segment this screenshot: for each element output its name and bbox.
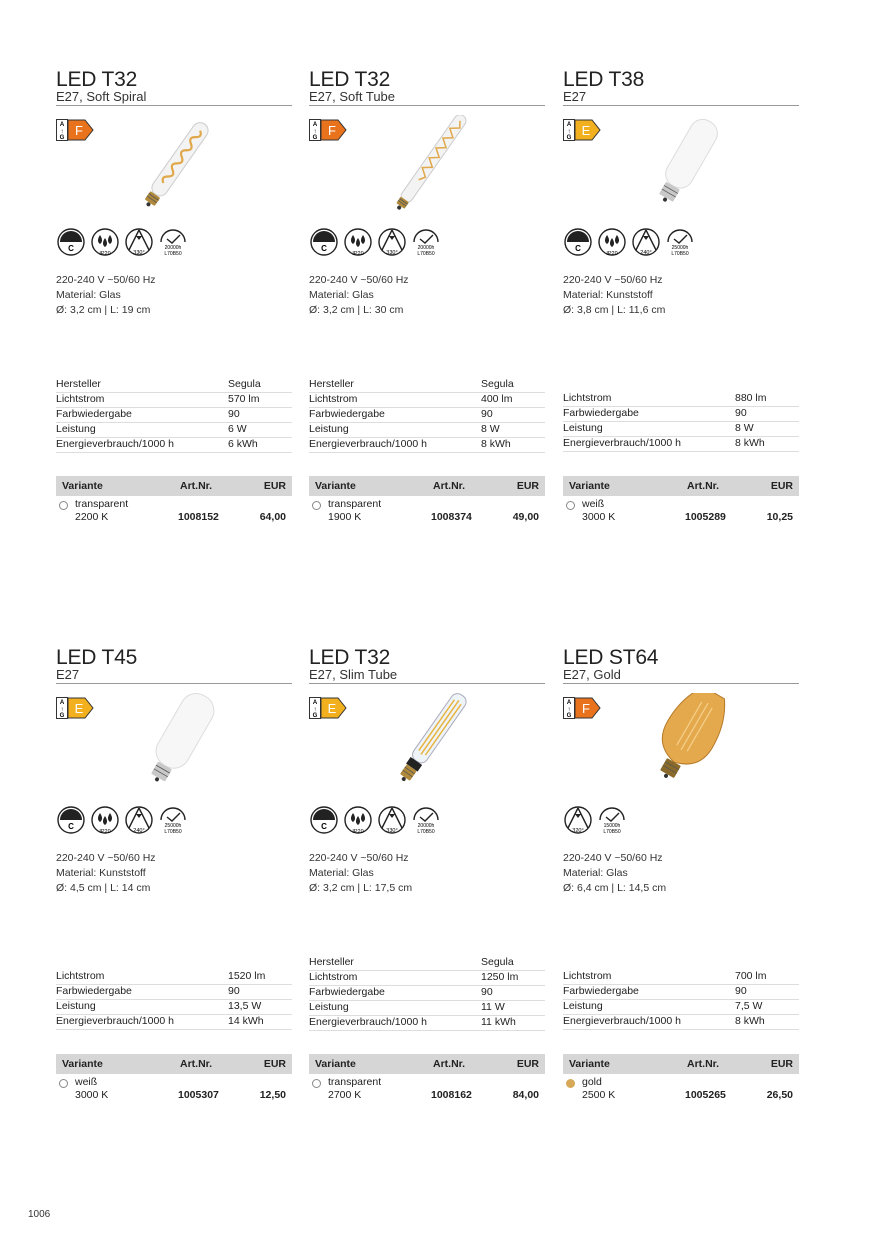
variant-color: gold: [582, 1076, 602, 1088]
svg-text:G: G: [566, 713, 572, 719]
header-variante: Variante: [315, 1058, 356, 1070]
product-card: [563, 68, 799, 523]
property-name: Leistung: [309, 423, 349, 435]
property-row: [563, 407, 799, 422]
property-name: Leistung: [563, 422, 603, 434]
property-value: 11 kWh: [481, 1016, 516, 1028]
property-name: Hersteller: [309, 956, 354, 968]
spec-line: Material: Glas: [56, 289, 121, 301]
product-subtitle: E27, Gold: [563, 668, 799, 684]
property-value: 90: [228, 985, 240, 997]
property-name: Farbwiedergabe: [309, 408, 385, 420]
price: 49,00: [512, 511, 539, 523]
property-row: [309, 393, 545, 408]
properties-table: [56, 378, 292, 453]
product-title: LED T32: [309, 68, 391, 91]
lifetime-icon: [158, 805, 188, 837]
property-value: 90: [481, 408, 493, 420]
header-variante: Variante: [62, 480, 103, 492]
variant-radio[interactable]: [566, 1079, 575, 1088]
variant-table-header: [56, 1054, 292, 1074]
property-row: [563, 437, 799, 452]
properties-table: [563, 392, 799, 452]
header-variante: Variante: [62, 1058, 103, 1070]
variant-name: [328, 498, 381, 524]
spec-line: Material: Kunststoff: [563, 289, 653, 301]
svg-text:L70B50: L70B50: [417, 251, 435, 257]
property-row: [56, 1015, 292, 1030]
feature-icons: [56, 227, 188, 259]
svg-text:L70B50: L70B50: [603, 829, 621, 835]
beam-angle-icon: [631, 227, 661, 259]
spec-line: 220-240 V ~50/60 Hz: [563, 852, 663, 864]
property-name: Lichtstrom: [56, 393, 105, 405]
article-number: 1005265: [685, 1089, 726, 1101]
variant-row[interactable]: [563, 1074, 799, 1104]
variant-table: [563, 476, 799, 526]
header-variante: Variante: [315, 480, 356, 492]
variant-table: [563, 1054, 799, 1104]
svg-text:A: A: [59, 122, 65, 128]
variant-table: [56, 476, 292, 526]
property-value: 400 lm: [481, 393, 513, 405]
spec-line: 220-240 V ~50/60 Hz: [563, 274, 663, 286]
product-subtitle: E27: [56, 668, 292, 684]
property-value: 90: [228, 408, 240, 420]
article-number: 1005289: [685, 511, 726, 523]
property-row: [56, 970, 292, 985]
property-value: 90: [735, 985, 747, 997]
product-title: LED T32: [56, 68, 138, 91]
price: 10,25: [766, 511, 793, 523]
property-row: [309, 423, 545, 438]
header-eur: EUR: [770, 1058, 793, 1070]
header-eur: EUR: [263, 1058, 286, 1070]
beam-angle-icon: [563, 805, 593, 837]
price: 26,50: [766, 1089, 793, 1101]
property-name: Leistung: [563, 1000, 603, 1012]
spec-list: [56, 273, 156, 318]
price: 64,00: [259, 511, 286, 523]
svg-text:↑: ↑: [313, 707, 317, 713]
header-eur: EUR: [770, 480, 793, 492]
property-value: Segula: [481, 956, 514, 968]
spec-line: Material: Glas: [309, 289, 374, 301]
spec-list: [563, 851, 666, 896]
property-name: Farbwiedergabe: [56, 408, 132, 420]
properties-table: [563, 970, 799, 1030]
variant-temperature: 1900 K: [328, 511, 362, 523]
property-row: [563, 985, 799, 1000]
property-row: [563, 970, 799, 985]
beam-angle-icon: [124, 227, 154, 259]
property-row: [563, 1000, 799, 1015]
variant-row[interactable]: [56, 496, 292, 526]
bulb-image: [116, 115, 236, 215]
bulb-image: [623, 115, 743, 215]
property-value: 8 kWh: [735, 1015, 765, 1027]
feature-icons: [309, 805, 441, 837]
product-card: [309, 646, 545, 1101]
property-row: [563, 422, 799, 437]
header-variante: Variante: [569, 1058, 610, 1070]
svg-text:↑: ↑: [60, 129, 64, 135]
variant-temperature: 3000 K: [75, 1089, 109, 1101]
spec-line: 220-240 V ~50/60 Hz: [309, 852, 409, 864]
variant-name: [75, 498, 128, 524]
property-name: Farbwiedergabe: [563, 985, 639, 997]
svg-text:G: G: [59, 135, 65, 141]
svg-text:C: C: [68, 244, 74, 253]
bulb-image: [116, 693, 236, 793]
header-artnr: Art.Nr.: [687, 1058, 720, 1070]
properties-table: [56, 970, 292, 1030]
variant-temperature: 2200 K: [75, 511, 109, 523]
property-value: 6 W: [228, 423, 247, 435]
variant-color: weiß: [582, 498, 605, 510]
property-name: Lichtstrom: [563, 970, 612, 982]
svg-text:A: A: [59, 700, 65, 706]
property-value: 1520 lm: [228, 970, 266, 982]
svg-text:240°: 240°: [133, 828, 145, 834]
feature-icons: [309, 227, 441, 259]
property-name: Farbwiedergabe: [56, 985, 132, 997]
variant-color: transparent: [328, 1076, 382, 1088]
property-name: Energieverbrauch/1000 h: [563, 1015, 681, 1027]
property-value: 6 kWh: [228, 438, 258, 450]
svg-text:E: E: [74, 701, 84, 716]
property-name: Energieverbrauch/1000 h: [309, 1016, 427, 1028]
variant-radio[interactable]: [312, 501, 321, 510]
svg-text:20000h: 20000h: [417, 823, 435, 829]
spec-list: [563, 273, 665, 318]
property-name: Lichtstrom: [309, 393, 358, 405]
properties-table: [309, 956, 545, 1031]
svg-text:E: E: [581, 123, 591, 138]
svg-text:↑: ↑: [313, 129, 317, 135]
property-row: [309, 408, 545, 423]
product-title: LED T45: [56, 646, 138, 669]
property-row: [563, 1015, 799, 1030]
product-title: LED T38: [563, 68, 645, 91]
svg-text:IP20: IP20: [352, 829, 364, 835]
variant-color: transparent: [75, 498, 129, 510]
dimmable-icon: [309, 227, 339, 259]
svg-text:F: F: [328, 123, 336, 138]
variant-radio[interactable]: [59, 501, 68, 510]
property-name: Energieverbrauch/1000 h: [56, 1015, 174, 1027]
product-card: [309, 68, 545, 523]
spec-line: Ø: 6,4 cm | L: 14,5 cm: [563, 882, 667, 894]
svg-text:A: A: [312, 700, 318, 706]
spec-line: Ø: 4,5 cm | L: 14 cm: [56, 882, 151, 894]
property-row: [309, 378, 545, 393]
variant-radio[interactable]: [312, 1079, 321, 1088]
product-subtitle: E27: [563, 90, 799, 106]
dimmable-icon: [56, 805, 86, 837]
svg-text:IP20: IP20: [352, 251, 364, 257]
svg-text:G: G: [59, 713, 65, 719]
property-value: 90: [481, 986, 493, 998]
variant-name: [328, 1076, 381, 1102]
spec-list: [56, 851, 156, 896]
variant-table-header: [309, 1054, 545, 1074]
property-value: 1250 lm: [481, 971, 519, 983]
property-value: 13,5 W: [228, 1000, 262, 1012]
variant-row[interactable]: [309, 496, 545, 526]
variant-row[interactable]: [56, 1074, 292, 1104]
energy-label-icon: [563, 119, 601, 141]
header-artnr: Art.Nr.: [180, 1058, 213, 1070]
property-name: Farbwiedergabe: [309, 986, 385, 998]
variant-table: [309, 476, 545, 526]
property-row: [56, 1000, 292, 1015]
variant-temperature: 2700 K: [328, 1089, 362, 1101]
variant-table-header: [56, 476, 292, 496]
spec-line: Ø: 3,2 cm | L: 19 cm: [56, 304, 151, 316]
spec-line: Ø: 3,8 cm | L: 11,6 cm: [563, 304, 666, 316]
property-row: [309, 438, 545, 453]
feature-icons: [563, 805, 627, 837]
energy-label-icon: [56, 697, 94, 719]
property-name: Farbwiedergabe: [563, 407, 639, 419]
property-value: 880 lm: [735, 392, 767, 404]
property-row: [56, 378, 292, 393]
ip20-icon: [343, 227, 373, 259]
svg-text:A: A: [566, 122, 572, 128]
property-value: Segula: [228, 378, 261, 390]
spec-list: [309, 851, 412, 896]
properties-table: [309, 378, 545, 453]
svg-text:25000h: 25000h: [164, 823, 182, 829]
variant-name: [75, 1076, 108, 1102]
lifetime-icon: [597, 805, 627, 837]
energy-label-icon: [309, 697, 347, 719]
property-value: 90: [735, 407, 747, 419]
product-title: LED ST64: [563, 646, 659, 669]
ip20-icon: [90, 805, 120, 837]
variant-row[interactable]: [563, 496, 799, 526]
variant-table-header: [309, 476, 545, 496]
property-row: [56, 423, 292, 438]
energy-label-icon: [309, 119, 347, 141]
ip20-icon: [597, 227, 627, 259]
property-value: 570 lm: [228, 393, 260, 405]
header-eur: EUR: [263, 480, 286, 492]
feature-icons: [563, 227, 695, 259]
spec-line: Material: Kunststoff: [56, 867, 146, 879]
header-variante: Variante: [569, 480, 610, 492]
spec-line: Ø: 3,2 cm | L: 17,5 cm: [309, 882, 413, 894]
product-subtitle: E27, Soft Spiral: [56, 90, 292, 106]
property-value: 8 kWh: [481, 438, 511, 450]
svg-text:↑: ↑: [567, 129, 571, 135]
property-row: [309, 1016, 545, 1031]
property-name: Leistung: [56, 423, 96, 435]
lifetime-icon: [411, 805, 441, 837]
property-row: [56, 438, 292, 453]
spec-line: Material: Glas: [563, 867, 628, 879]
svg-text:20000h: 20000h: [164, 245, 182, 251]
ip20-icon: [90, 227, 120, 259]
svg-text:C: C: [575, 244, 581, 253]
spec-line: Ø: 3,2 cm | L: 30 cm: [309, 304, 404, 316]
product-subtitle: E27, Slim Tube: [309, 668, 545, 684]
property-row: [309, 986, 545, 1001]
property-value: 11 W: [481, 1001, 505, 1013]
variant-color: weiß: [75, 1076, 98, 1088]
property-row: [56, 393, 292, 408]
svg-text:G: G: [312, 135, 318, 141]
property-name: Lichtstrom: [563, 392, 612, 404]
variant-name: [582, 1076, 615, 1102]
property-name: Leistung: [309, 1001, 349, 1013]
property-value: 700 lm: [735, 970, 767, 982]
article-number: 1008374: [431, 511, 472, 523]
article-number: 1008162: [431, 1089, 472, 1101]
property-row: [56, 985, 292, 1000]
svg-text:A: A: [566, 700, 572, 706]
variant-table-header: [563, 476, 799, 496]
dimmable-icon: [56, 227, 86, 259]
svg-text:IP20: IP20: [99, 251, 111, 257]
header-eur: EUR: [516, 1058, 539, 1070]
spec-line: 220-240 V ~50/60 Hz: [309, 274, 409, 286]
beam-angle-icon: [124, 805, 154, 837]
property-name: Lichtstrom: [56, 970, 105, 982]
svg-text:↑: ↑: [60, 707, 64, 713]
svg-text:25000h: 25000h: [671, 245, 689, 251]
lifetime-icon: [411, 227, 441, 259]
variant-table: [309, 1054, 545, 1104]
header-artnr: Art.Nr.: [433, 480, 466, 492]
svg-text:IP20: IP20: [606, 251, 618, 257]
dimmable-icon: [563, 227, 593, 259]
svg-text:240°: 240°: [640, 250, 652, 256]
product-title: LED T32: [309, 646, 391, 669]
lifetime-icon: [158, 227, 188, 259]
lifetime-icon: [665, 227, 695, 259]
property-name: Hersteller: [56, 378, 101, 390]
property-row: [309, 956, 545, 971]
variant-temperature: 2500 K: [582, 1089, 616, 1101]
spec-list: [309, 273, 409, 318]
article-number: 1005307: [178, 1089, 219, 1101]
property-value: 7,5 W: [735, 1000, 763, 1012]
dimmable-icon: [309, 805, 339, 837]
spec-line: 220-240 V ~50/60 Hz: [56, 852, 156, 864]
product-subtitle: E27, Soft Tube: [309, 90, 545, 106]
property-row: [563, 392, 799, 407]
svg-text:L70B50: L70B50: [671, 251, 689, 257]
product-card: [56, 646, 292, 1101]
property-value: 8 kWh: [735, 437, 765, 449]
header-artnr: Art.Nr.: [433, 1058, 466, 1070]
header-artnr: Art.Nr.: [180, 480, 213, 492]
svg-text:L70B50: L70B50: [417, 829, 435, 835]
price: 84,00: [512, 1089, 539, 1101]
variant-table-header: [563, 1054, 799, 1074]
variant-temperature: 3000 K: [582, 511, 616, 523]
svg-text:C: C: [321, 822, 327, 831]
property-name: Energieverbrauch/1000 h: [563, 437, 681, 449]
energy-label-icon: [563, 697, 601, 719]
bulb-image: [369, 693, 489, 793]
header-eur: EUR: [516, 480, 539, 492]
variant-radio[interactable]: [59, 1079, 68, 1088]
price: 12,50: [259, 1089, 286, 1101]
beam-angle-icon: [377, 805, 407, 837]
property-value: Segula: [481, 378, 514, 390]
header-artnr: Art.Nr.: [687, 480, 720, 492]
page-number: 1006: [28, 1209, 51, 1220]
svg-text:G: G: [312, 713, 318, 719]
ip20-icon: [343, 805, 373, 837]
bulb-image: [369, 115, 489, 215]
property-name: Leistung: [56, 1000, 96, 1012]
property-value: 14 kWh: [228, 1015, 264, 1027]
property-name: Hersteller: [309, 378, 354, 390]
property-name: Energieverbrauch/1000 h: [56, 438, 174, 450]
svg-text:IP20: IP20: [99, 829, 111, 835]
variant-radio[interactable]: [566, 501, 575, 510]
svg-text:A: A: [312, 122, 318, 128]
product-card: [563, 646, 799, 1101]
variant-color: transparent: [328, 498, 382, 510]
svg-text:F: F: [75, 123, 83, 138]
svg-text:C: C: [68, 822, 74, 831]
svg-text:L70B50: L70B50: [164, 829, 182, 835]
variant-row[interactable]: [309, 1074, 545, 1104]
variant-name: [582, 498, 615, 524]
svg-text:G: G: [566, 135, 572, 141]
article-number: 1008152: [178, 511, 219, 523]
property-row: [309, 971, 545, 986]
svg-text:330°: 330°: [386, 828, 398, 834]
svg-text:C: C: [321, 244, 327, 253]
svg-text:330°: 330°: [386, 250, 398, 256]
feature-icons: [56, 805, 188, 837]
spec-line: 220-240 V ~50/60 Hz: [56, 274, 156, 286]
spec-line: Material: Glas: [309, 867, 374, 879]
svg-text:15000h: 15000h: [603, 823, 621, 829]
svg-text:330°: 330°: [133, 250, 145, 256]
svg-text:L70B50: L70B50: [164, 251, 182, 257]
beam-angle-icon: [377, 227, 407, 259]
property-value: 8 W: [735, 422, 754, 434]
product-card: [56, 68, 292, 523]
energy-label-icon: [56, 119, 94, 141]
property-name: Lichtstrom: [309, 971, 358, 983]
bulb-image: [623, 693, 743, 793]
property-row: [309, 1001, 545, 1016]
svg-text:↑: ↑: [567, 707, 571, 713]
svg-text:F: F: [582, 701, 590, 716]
svg-text:320°: 320°: [572, 828, 584, 834]
svg-text:E: E: [327, 701, 337, 716]
variant-table: [56, 1054, 292, 1104]
svg-text:20000h: 20000h: [417, 245, 435, 251]
property-name: Energieverbrauch/1000 h: [309, 438, 427, 450]
property-value: 8 W: [481, 423, 500, 435]
property-row: [56, 408, 292, 423]
